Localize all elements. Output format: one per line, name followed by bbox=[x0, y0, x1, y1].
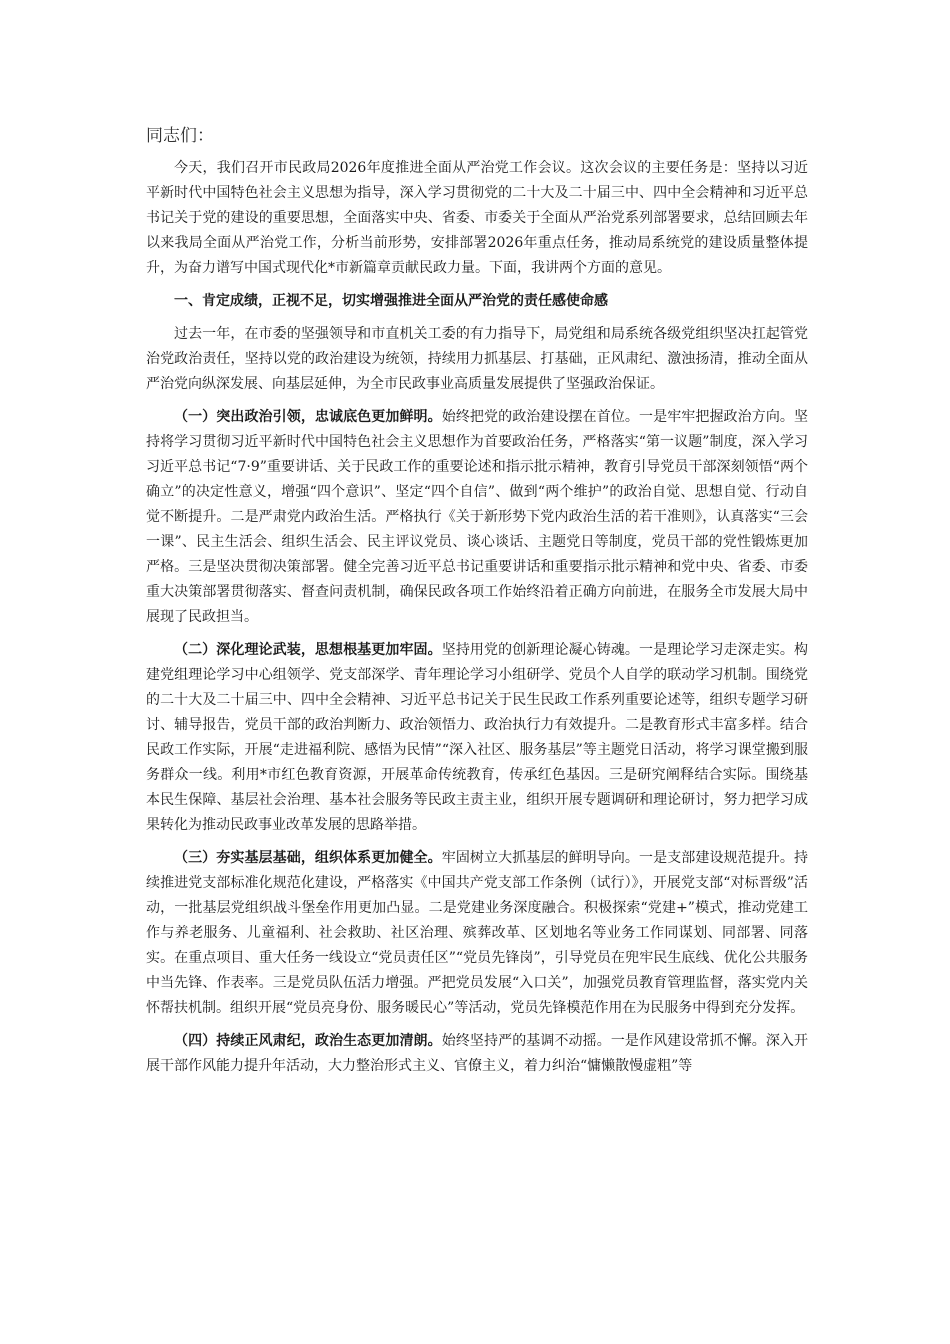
overview-paragraph: 过去一年，在市委的坚强领导和市直机关工委的有力指导下，局党组和局系统各级党组织坚决扛起管党治党政治责任，坚持以党的政治建设为统领，持续用力抓基层、打基础，正风肃纪、激浊扬清，推动全面从严治党向纵深发展、向基层延伸，为全市民政事业高质量发展提供了坚强政治保证。 bbox=[146, 326, 808, 392]
item-lead-1: （一）突出政治引领，忠诚底色更加鲜明。 bbox=[174, 409, 442, 425]
item-paragraph-2 bbox=[146, 638, 808, 838]
item-paragraph-3 bbox=[146, 846, 808, 1021]
item-lead-3: （三）夯实基层基础，组织体系更加健全。 bbox=[174, 850, 442, 866]
item-paragraph-4 bbox=[146, 1029, 808, 1079]
item-text-1: 始终把党的政治建设摆在首位。一是牢牢把握政治方向。坚持将学习贯彻习近平新时代中国特色社会主义思想作为首要政治任务，严格落实“第一议题”制度，深入学习习近平总书记“7·9”重要讲话、关于民政工作的重要论述和指示批示精神，教育引导党员干部深刻领悟“两个确立”的决定性意义，增强“四个意识”、坚定“四个自信”、做到“两个维护”的政治自觉、思想自觉、行动自觉不断提升。二是严肃党内政治生活。严格执行《关于新形势下党内政治生活的若干准则》，认真落实“三会一课”、民主生活会、组织生活会、民主评议党员、谈心谈话、主题党日等制度，党员干部的党性锻炼更加严格。三是坚决贯彻决策部署。健全完善习近平总书记重要讲话和重要指示批示精神和党中央、省委、市委重大决策部署贯彻落实、督查问责机制，确保民政各项工作始终沿着正确方向前进，在服务全市发展大局中展现了民政担当。 bbox=[146, 409, 809, 625]
item-text-2: 坚持用党的创新理论凝心铸魂。一是理论学习走深走实。构建党组理论学习中心组领学、党支部深学、青年理论学习小组研学、党员个人自学的联动学习机制。围绕党的二十大及二十届三中、四中全会精神、习近平总书记关于民生民政工作系列重要论述等，组织专题学习研讨、辅导报告，党员干部的政治判断力、政治领悟力、政治执行力有效提升。二是教育形式丰富多样。结合民政工作实际，开展“走进福利院、感悟为民情”“深入社区、服务基层”等主题党日活动，将学习课堂搬到服务群众一线。利用*市红色教育资源，开展革命传统教育，传承红色基因。三是研究阐释结合实际。围绕基本民生保障、基层社会治理、基本社会服务等民政主责主业，组织开展专题调研和理论研讨，努力把学习成果转化为推动民政事业改革发展的思路举措。 bbox=[146, 642, 809, 833]
item-lead-4: （四）持续正风肃纪，政治生态更加清朗。 bbox=[174, 1033, 442, 1049]
intro-paragraph: 今天，我们召开市民政局2026年度推进全面从严治党工作会议。这次会议的主要任务是：坚持以习近平新时代中国特色社会主义思想为指导，深入学习贯彻党的二十大及二十届三中、四中全会精神和习近平总书记关于党的建设的重要思想，全面落实中央、省委、市委关于全面从严治党系列部署要求，总结回顾去年以来我局全面从严治党工作，分析当前形势，安排部署2026年重点任务，推动局系统党的建设质量整体提升，为奋力谱写中国式现代化*市新篇章贡献民政力量。下面，我讲两个方面的意见。 bbox=[146, 160, 808, 276]
item-text-3: 牢固树立大抓基层的鲜明导向。一是支部建设规范提升。持续推进党支部标准化规范化建设，严格落实《中国共产党支部工作条例（试行）》，开展党支部“对标晋级”活动，一批基层党组织战斗堡垒作用更加凸显。二是党建业务深度融合。积极探索“党建+”模式，推动党建工作与养老服务、儿童福利、社会救助、社区治理、殡葬改革、区划地名等业务工作同谋划、同部署、同落实。在重点项目、重大任务一线设立“党员责任区”“党员先锋岗”，引导党员在兜牢民生底线、优化公共服务中当先锋、作表率。三是党员队伍活力增强。严把党员发展“入口关”，加强党员教育管理监督，落实党内关怀帮扶机制。组织开展“党员亮身份、服务暖民心”等活动，党员先锋模范作用在为民服务中得到充分发挥。 bbox=[146, 850, 809, 1016]
document-page bbox=[146, 120, 808, 1087]
item-paragraph-1 bbox=[146, 405, 808, 630]
item-text-4: 始终坚持严的基调不动摇。一是作风建设常抓不懈。深入开展干部作风能力提升年活动，大力整治形式主义、官僚主义，着力纠治“慵懒散慢虚粗”等 bbox=[146, 1033, 809, 1074]
salutation: 同志们： bbox=[146, 126, 214, 146]
section-heading: 一、肯定成绩，正视不足，切实增强推进全面从严治党的责任感使命感 bbox=[174, 293, 608, 309]
item-lead-2: （二）深化理论武装，思想根基更加牢固。 bbox=[174, 642, 442, 658]
